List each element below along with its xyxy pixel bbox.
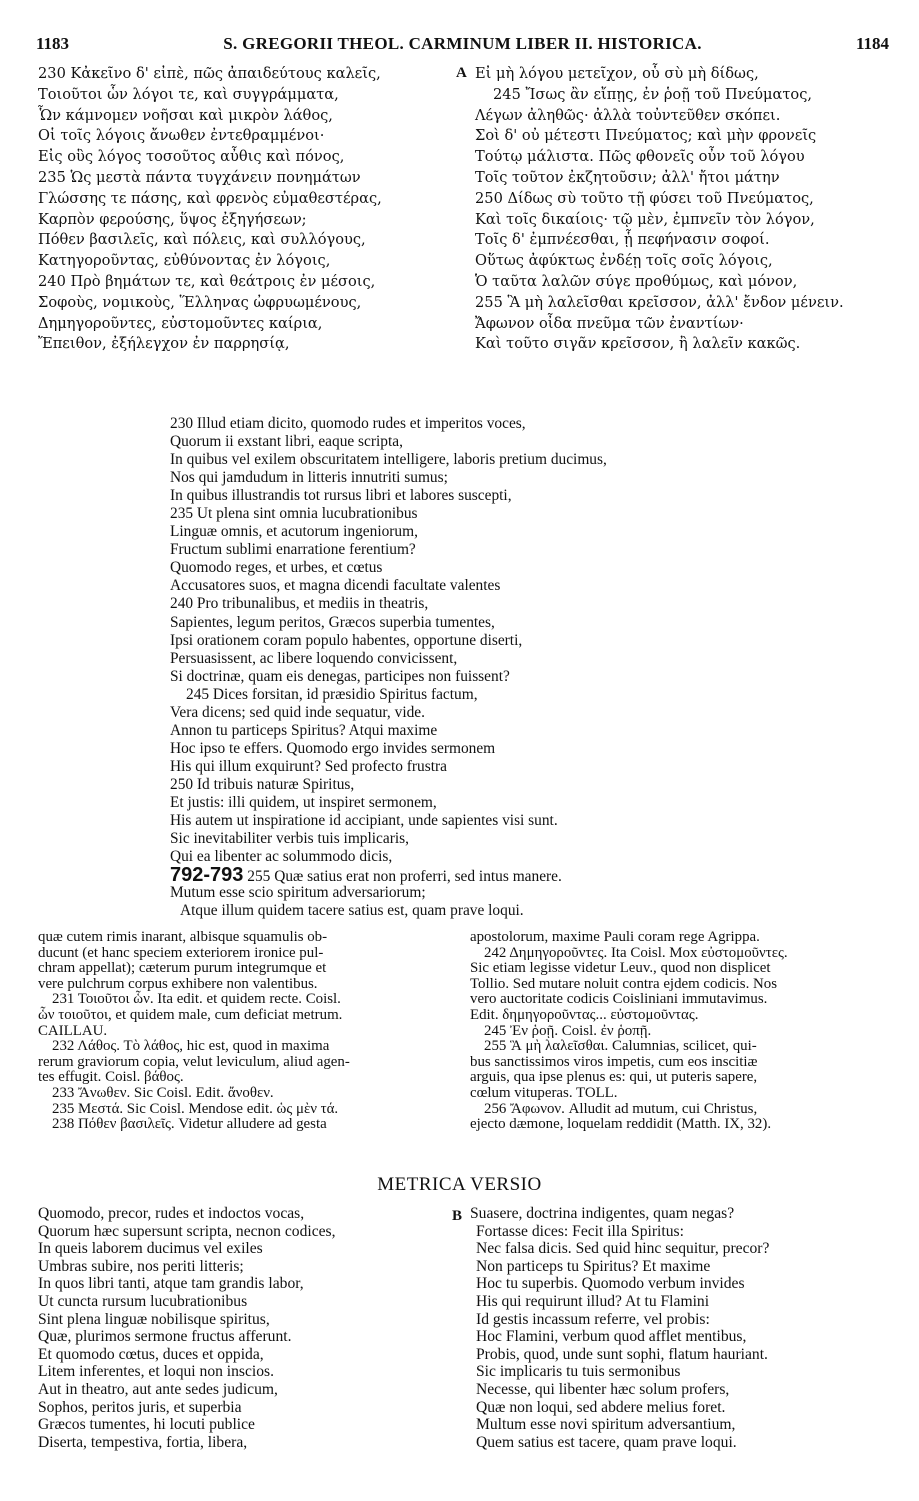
verse-line: Hoc tu superbis. Quomodo verbum invides [476,1275,745,1293]
verse-line: Ut cuncta rursum lucubrationibus [38,1292,248,1310]
verse-line: Necesse, qui libenter hæc solum profers, [476,1380,730,1398]
greek-line: Ὧν κάμνομεν νοῆσαι καὶ μικρὸν λάθος, [38,106,333,124]
greek-line: Λέγων ἀληθῶς· ἀλλὰ τοὐντεῦθεν σκόπει. [475,106,781,124]
latin-line: Qui ea libenter ac solummodo dicis, [170,848,393,866]
note-line: cœlum vituperas. TOLL. [470,1084,618,1101]
note-line: 255 Ἃ μὴ λαλεῖσθαι. Calumnias, scilicet, qui- [484,1038,757,1055]
note-line: rerum graviorum copia, velut leviculum, aliud agen- [38,1053,350,1070]
column-marker-b: B [452,1208,463,1224]
latin-line: Hoc ipso te effers. Quomodo ergo invides sermonem [170,739,496,757]
latin-line: 245 Dices forsitan, id præsidio Spiritus factum, [186,685,478,703]
latin-line: Nos qui jamdudum in litteris innutriti sumus; [170,469,448,487]
greek-line: 230 Κἀκεῖνο δ' εἰπὲ, πῶς ἀπαιδεύτους καλεῖς, [38,65,381,82]
running-title: S. GREGORII THEOL. CARMINUM LIBER II. HISTORICA. [223,34,702,53]
note-line: arguis, qua ipse plenus es: qui, ut puteris sapere, [470,1069,758,1086]
latin-line: His qui illum exquirunt? Sed profecto frustra [170,757,447,775]
greek-line: Γλώσσης τε πάσης, καὶ φρενὸς εὐμαθεστέρας, [38,189,382,207]
latin-line: Et justis: illi quidem, ut inspiret sermonem, [170,793,437,811]
greek-line: Δημηγοροῦντες, εὐστομοῦντες καίρια, [38,314,323,332]
greek-line: Καὶ τοῦτο σιγᾶν κρεῖσσον, ἢ λαλεῖν κακῶς. [475,335,801,353]
verse-line: Diserta, tempestiva, fortia, libera, [38,1433,248,1451]
note-line: ducunt (et hanc speciem exteriorem ironice pul- [38,944,324,961]
metrica-column-right [470,1205,769,1451]
verse-line: Hoc Flamini, verbum quod afflet mentibus, [476,1328,747,1346]
latin-line: Sic inevitabiliter verbis tuis implicaris, [170,830,409,848]
latin-line: His autem ut inspiratione id accipiant, unde sapientes visi sunt. [170,812,558,830]
greek-line: 240 Πρὸ βημάτων τε, καὶ θεάτροις ἐν μέσοις, [38,272,376,290]
verse-line: Multum esse novi spiritum adversantium, [476,1416,736,1434]
greek-line: 245 Ἴσως ἂν εἴπῃς, ἐν ῥοῇ τοῦ Πνεύματος, [493,85,813,103]
latin-line: 235 Ut plena sint omnia lucubrationibus [170,505,418,523]
latin-line: Fructum sublimi enarratione ferentium? [170,541,416,559]
greek-line: Οἱ τοῖς λόγοις ἄνωθεν ἐντεθραμμένοι· [38,127,325,145]
note-line: 231 Τοιοῦτοι ὧν. Ita edit. et quidem recte. Coisl. [52,991,341,1008]
greek-line: Τοῖς δ' ἐμπνέεσθαι, ᾗ πεφήνασιν σοφοί. [475,231,770,249]
verse-line: Quem satius est tacere, quam prave loqui. [476,1433,737,1451]
latin-translation [170,415,607,920]
page-number-left: 1183 [36,34,70,53]
greek-line: Κατηγοροῦντας, εὐθύνοντας ἐν λόγοις, [38,252,331,270]
column-marker-a: A [456,65,467,81]
metrica-column-left [38,1205,336,1451]
verse-line: Quæ, plurimos sermone fructus afferunt. [38,1328,292,1346]
latin-line: Annon tu particeps Spiritus? Atqui maxime [170,721,438,739]
greek-line: 255 Ἃ μὴ λαλεῖσθαι κρεῖσσον, ἀλλ' ἔνδον μένειν. [475,293,844,311]
greek-line: 235 Ὡς μεστὰ πάντα τυγχάνειν πονημάτων [38,168,361,186]
verse-line: Sint plena linguæ nobilisque spiritus, [38,1310,270,1328]
verse-line: Quomodo, precor, rudes et indoctos vocas, [38,1205,305,1222]
note-line: ejecto dæmone, loquelam reddidit (Matth. IX, 32). [470,1116,772,1133]
note-line: 235 Μεστά. Sic Coisl. Mendose edit. ὡς μὲν τά. [52,1100,339,1117]
greek-line: Καρπὸν φερούσης, ὕψος ἐξηγήσεων; [38,210,307,228]
note-line: 245 Ἐν ῥοῇ. Coisl. ἐν ῥοπῇ. [484,1022,652,1039]
greek-line: Πόθεν βασιλεῖς, καὶ πόλεις, καὶ συλλόγους, [38,231,366,249]
greek-line: 250 Δίδως σὺ τοῦτο τῇ φύσει τοῦ Πνεύματος, [475,189,814,207]
note-line: quæ cutem rimis inarant, albisque squamulis ob- [38,929,328,945]
verse-line: Sophos, peritos juris, et superbia [38,1398,242,1416]
latin-line-text: 255 Quæ satius erat non proferri, sed intus manere. [247,868,562,886]
verse-line: Quæ non loqui, sed abdere melius foret. [476,1398,726,1416]
verse-line: In queis laborem ducimus vel exiles [38,1240,263,1258]
note-line: CAILLAU. [38,1022,108,1039]
note-line: 242 Δημηγοροῦντες. Ita Coisl. Mox εὐστομοῦντες. [484,944,788,961]
verse-line: Et quomodo cœtus, duces et oppida, [38,1345,264,1363]
latin-line: Accusatores suos, et magna dicendi facultate valentes [170,577,501,595]
greek-line: Καὶ τοῖς δικαίοις· τῷ μὲν, ἐμπνεῖν τὸν λόγον, [475,210,815,228]
note-line: chram appellat); cæterum purum integrumque et [38,960,327,977]
verse-line: In quos libri tanti, atque tam grandis labor, [38,1275,304,1293]
latin-line: Quorum ii exstant libri, eaque scripta, [170,433,403,451]
verse-line: Umbras subire, nos periti litteris; [38,1257,244,1275]
greek-line: Σοὶ δ' οὐ μέτεστι Πνεύματος; καὶ μὴν φρονεῖς [475,127,817,145]
latin-line: Mutum esse scio spiritum adversariorum; [170,884,426,902]
verse-line: Non particeps tu Spiritus? Et maxime [476,1257,711,1275]
note-line: 256 Ἄφωνον. Alludit ad mutum, cui Christus, [484,1100,758,1117]
page-header [36,34,889,54]
latin-line: 250 Id tribuis naturæ Spiritus, [170,775,355,793]
greek-line: Ἄφωνον οἶδα πνεῦμα τῶν ἐναντίων· [475,314,744,332]
verse-line: Sic implicaris tu tuis sermonibus [476,1363,681,1381]
latin-line [170,864,607,887]
note-line: vero auctoritate codicis Coisliniani immutavimus. [470,991,768,1008]
greek-line: Τοῖς τοῦτον ἐκζητοῦσιν; ἀλλ' ἤτοι μάτην [475,168,780,186]
greek-column-right [475,64,895,355]
note-line: Edit. δημηγοροῦντας... εὐστομοῦντας. [470,1006,699,1023]
latin-line: Sapientes, legum peritos, Græcos superbia tumentes, [170,613,495,631]
note-line: vere pulchrum corpus exhibere non valentibus. [38,975,318,992]
column-reference: 792-793 [170,864,244,887]
greek-line: Τούτῳ μάλιστα. Πῶς φθονεῖς οὖν τοῦ λόγου [475,148,805,166]
verse-line: Quorum hæc supersunt scripta, necnon codices, [38,1222,336,1240]
notes-column-left [38,930,458,1133]
note-line: 233 Ἄνωθεν. Sic Coisl. Edit. ἄνοθεν. [52,1084,274,1101]
note-line: Sic etiam legisse videtur Leuv., quod non displicet [470,960,771,977]
greek-line: Οὕτως ἀφύκτως ἐνδέῃ τοῖς σοῖς λόγοις, [475,252,773,270]
greek-line: Ἔπειθον, ἐξήλεγχον ἐν παρρησίᾳ, [38,335,290,353]
latin-line: Atque illum quidem tacere satius est, quam prave loqui. [180,902,524,920]
latin-line: Persuasissent, ac libere loquendo convicissent, [170,649,458,667]
verse-line: Nec falsa dicis. Sed quid hinc sequitur, precor? [476,1240,770,1258]
latin-line: 240 Pro tribunalibus, et mediis in theatris, [170,595,429,613]
greek-line: Ὁ ταῦτα λαλῶν σύγε προθύμως, καὶ μόνον, [475,272,798,290]
note-line: apostolorum, maxime Pauli coram rege Agrippa. [470,929,760,945]
latin-line: Quomodo reges, et urbes, et cœtus [170,559,383,577]
note-line: 232 Λάθος. Τὸ λάθος, hic est, quod in maxima [52,1038,330,1055]
greek-line: Εἰς οὓς λόγος τοσοῦτος αὖθις καὶ πόνος, [38,148,345,166]
section-title: METRICA VERSIO [377,1174,542,1195]
note-line: bus sanctissimos viros impetis, cum eos inscitiæ [470,1053,758,1070]
page-number-right: 1184 [855,34,889,53]
note-line: Tollio. Sed mutare noluit contra ejdem codicis. Nos [470,975,778,992]
note-line: 238 Πόθεν βασιλεῖς. Videtur alludere ad gesta [52,1116,327,1133]
latin-line: Si doctrinæ, quam eis denegas, participes non fuissent? [170,667,510,685]
verse-line: Id gestis incassum referre, vel probis: [476,1310,710,1328]
latin-line: Ipsi orationem coram populo habentes, opportune diserti, [170,631,523,649]
verse-line: Aut in theatro, aut ante sedes judicum, [38,1380,278,1398]
verse-line: Suasere, doctrina indigentes, quam negas? [470,1205,735,1222]
greek-line: Εἰ μὴ λόγου μετεῖχον, οὗ σὺ μὴ δίδως, [475,65,759,82]
note-line: tes effugit. Coisl. βάθος. [38,1069,184,1086]
verse-line: Fortasse dices: Fecit illa Spiritus: [476,1222,684,1240]
greek-column-left [38,64,448,355]
greek-line: Σοφοὺς, νομικοὺς, Ἕλληνας ὠφρυωμένους, [38,293,362,311]
greek-line: Τοιοῦτοι ὧν λόγοι τε, καὶ συγγράμματα, [38,85,339,103]
note-line: ὧν τοιοῦτοι, et quidem male, cum deficiat metrum. [38,1006,343,1023]
latin-line: In quibus illustrandis tot rursus libri et labores suscepti, [170,487,512,505]
verse-line: Litem inferentes, et loqui non inscios. [38,1363,275,1381]
latin-line: 230 Illud etiam dicito, quomodo rudes et imperitos voces, [170,415,526,432]
latin-line: In quibus vel exilem obscuritatem intelligere, laboris pretium ducimus, [170,451,607,469]
verse-line: Probis, quod, unde sunt sophi, flatum hauriant. [476,1345,768,1363]
verse-line: Græcos tumentes, hi locuti publice [38,1416,255,1434]
verse-line: His qui requirunt illud? At tu Flamini [476,1292,710,1310]
notes-column-right [470,930,890,1133]
latin-line: Vera dicens; sed quid inde sequatur, vide. [170,703,425,721]
latin-line: Linguæ omnis, et acutorum ingeniorum, [170,523,418,541]
